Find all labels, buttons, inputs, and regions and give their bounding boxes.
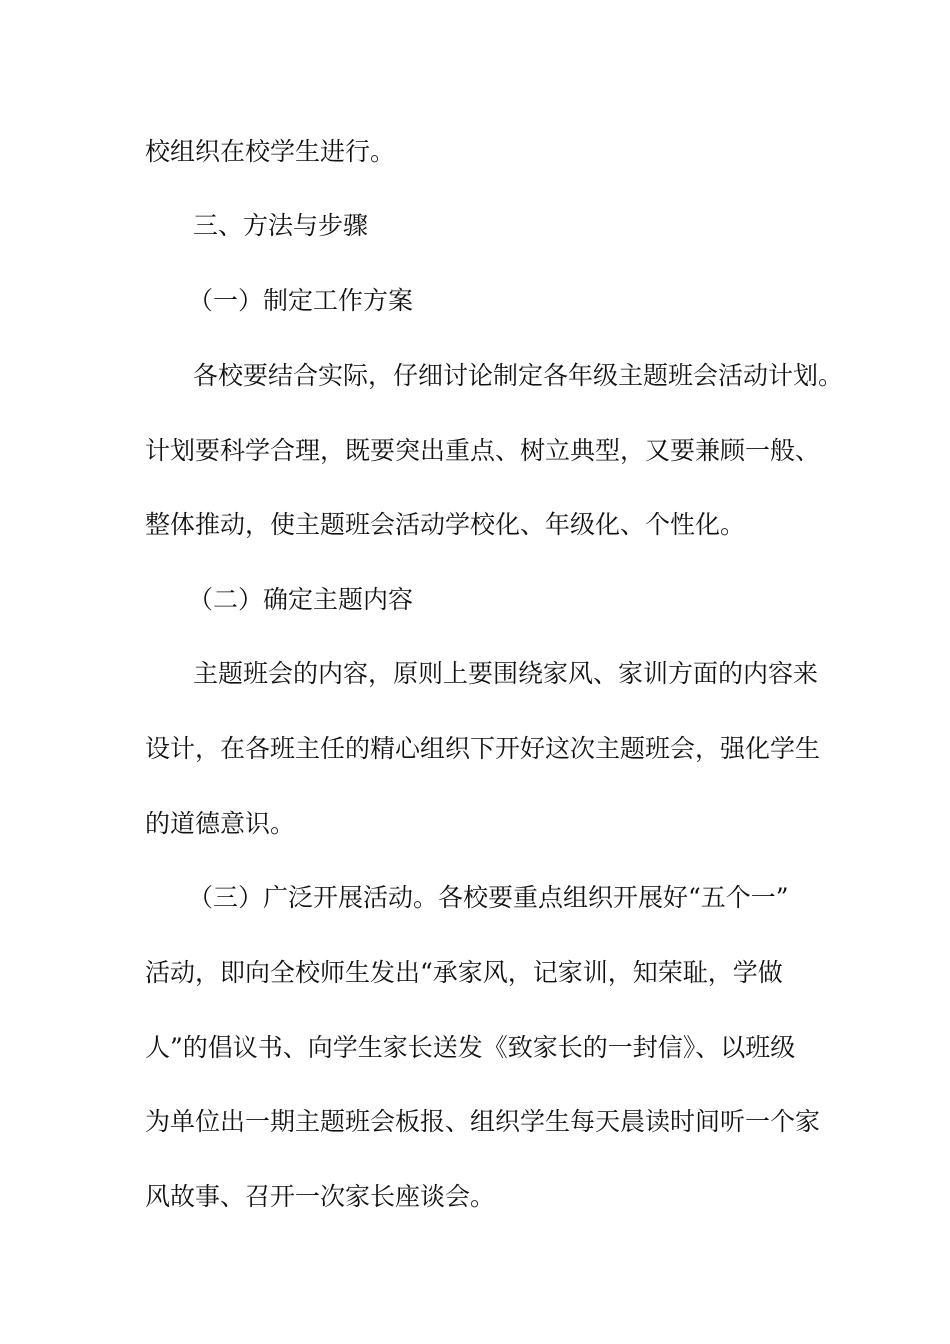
section-heading-methods-steps: 三、方法与步骤 xyxy=(193,211,369,240)
paragraph-line: 主题班会的内容，原则上要围绕家风、家训方面的内容来 xyxy=(193,659,819,688)
paragraph-line: 人”的倡议书、向学生家长送发《致家长的一封信》、以班级 xyxy=(145,1033,796,1062)
paragraph-line: （三）广泛开展活动。各校要重点组织开展好“五个一” xyxy=(188,883,789,912)
paragraph-line: 活动，即向全校师生发出“承家风，记家训，知荣耻，学做 xyxy=(145,958,783,987)
subheading-theme-content: （二）确定主题内容 xyxy=(188,585,414,614)
paragraph-line: 设计，在各班主任的精心组织下开好这次主题班会，强化学生 xyxy=(145,734,821,763)
paragraph-line: 计划要科学合理，既要突出重点、树立典型，又要兼顾一般、 xyxy=(145,436,821,465)
subheading-work-plan: （一）制定工作方案 xyxy=(188,286,414,315)
paragraph-line: 风故事、召开一次家长座谈会。 xyxy=(145,1182,496,1211)
paragraph-line: 整体推动，使主题班会活动学校化、年级化、个性化。 xyxy=(145,510,746,539)
paragraph-continuation-line: 校组织在校学生进行。 xyxy=(145,137,396,166)
paragraph-line: 各校要结合实际，仔细讨论制定各年级主题班会活动计划。 xyxy=(193,361,844,390)
paragraph-line: 的道德意识。 xyxy=(145,809,296,838)
paragraph-line: 为单位出一期主题班会板报、组织学生每天晨读时间听一个家 xyxy=(145,1107,821,1136)
